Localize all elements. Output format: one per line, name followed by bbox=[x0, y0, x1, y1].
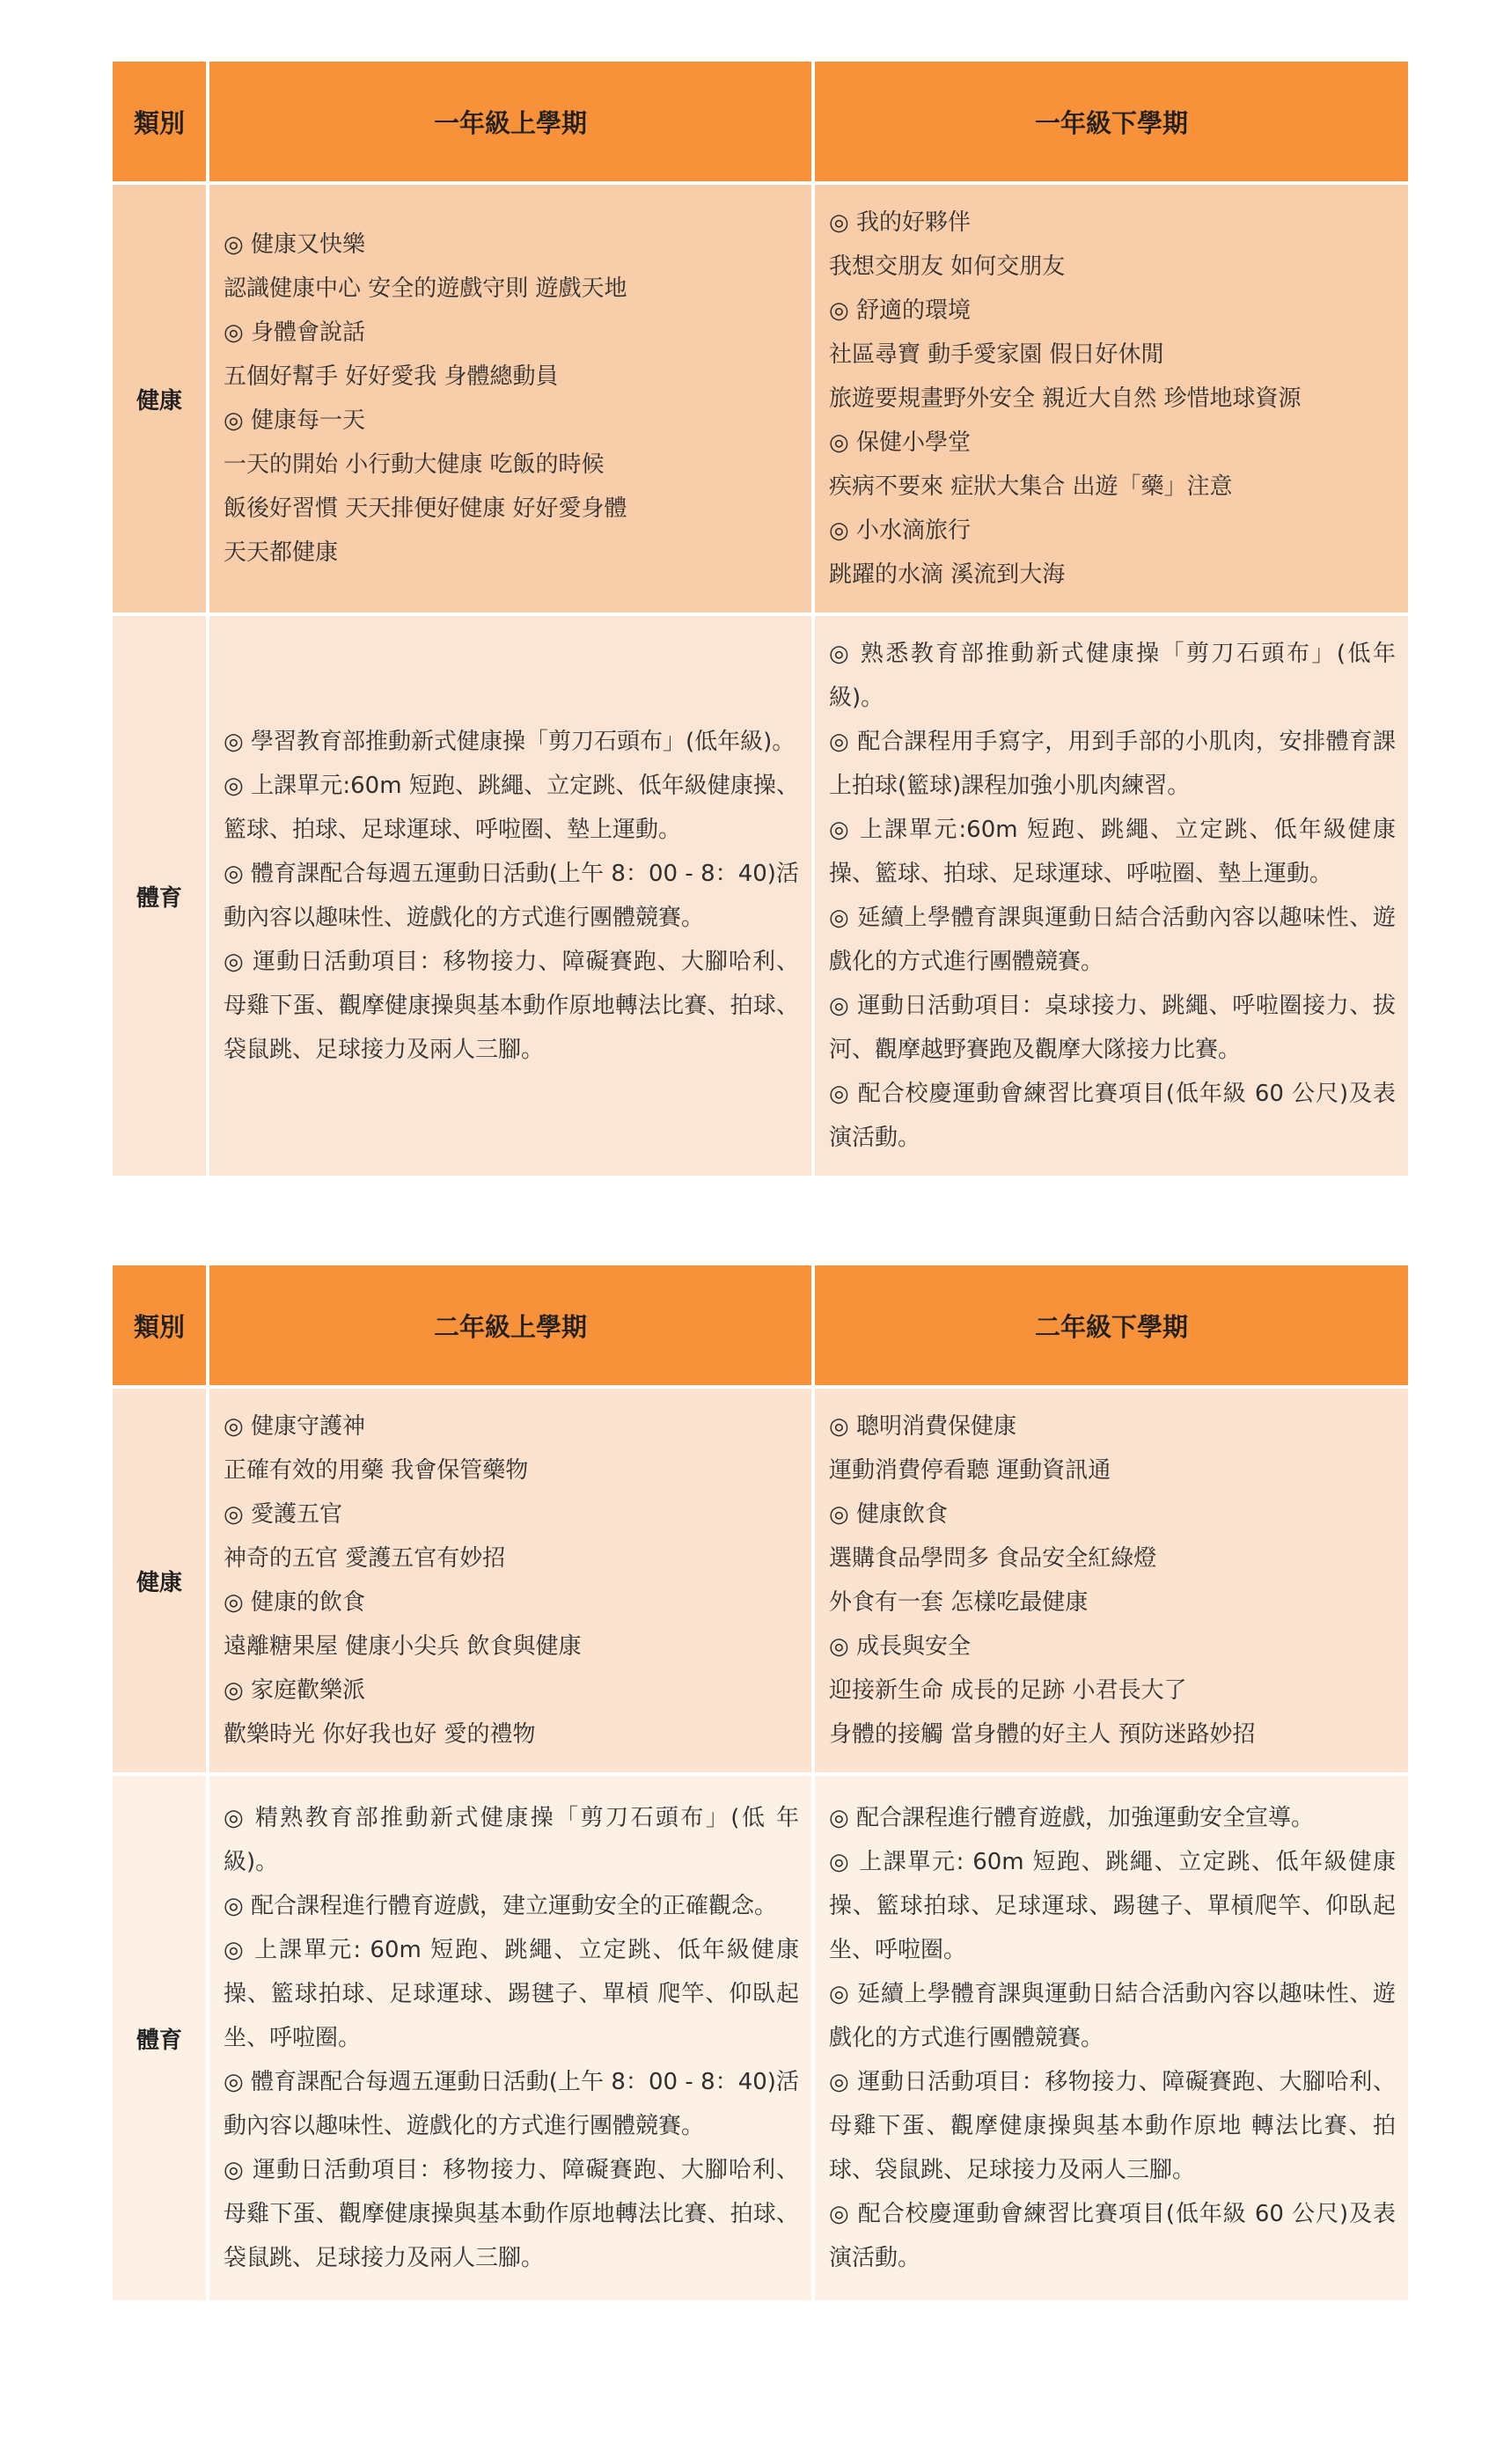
content-line: 我想交朋友 如何交朋友 bbox=[829, 253, 1066, 280]
content-line: ◎ 聰明消費保健康 bbox=[829, 1413, 1016, 1440]
content-line: ◎ 上課單元: 60m 短跑、跳繩、立定跳、低年級健康操、籃球拍球、足球運球、踢毽子、單槓爬竿、仰臥起坐、呼啦圈。 bbox=[829, 1849, 1396, 1963]
content-line: ◎ 配合課程進行體育遊戲，建立運動安全的正確觀念。 bbox=[224, 1893, 777, 1919]
content-line: 迎接新生命 成長的足跡 小君長大了 bbox=[829, 1677, 1187, 1704]
content-line: ◎ 愛護五官 bbox=[224, 1501, 342, 1528]
content-line: 神奇的五官 愛護五官有妙招 bbox=[224, 1545, 506, 1572]
content-line: ◎ 保健小學堂 bbox=[829, 429, 971, 456]
content-line: ◎ 運動日活動項目：移物接力、障礙賽跑、大腳哈利、母雞下蛋、觀摩健康操與基本動作原地轉法比賽、拍球、袋鼠跳、足球接力及兩人三腳。 bbox=[224, 949, 799, 1063]
content-line: ◎ 上課單元: 60m 短跑、跳繩、立定跳、低年級健康操、籃球拍球、足球運球、踢毽子、單槓 爬竿、仰臥起坐、呼啦圈。 bbox=[224, 1937, 799, 2051]
content-line: 社區尋寶 動手愛家園 假日好休閒 bbox=[829, 341, 1164, 368]
pe-grade2-sem1 bbox=[208, 1774, 813, 2302]
content-line: 認識健康中心 安全的遊戲守則 遊戲天地 bbox=[224, 275, 627, 302]
content-line: 疾病不要來 症狀大集合 出遊「藥」注意 bbox=[829, 473, 1233, 500]
content-line: ◎ 小水滴旅行 bbox=[829, 517, 971, 544]
content-line: 歡樂時光 你好我也好 愛的禮物 bbox=[224, 1721, 536, 1748]
row-label-health: 健康 bbox=[111, 183, 208, 614]
content-line: 跳躍的水滴 溪流到大海 bbox=[829, 561, 1066, 588]
content-line: ◎ 運動日活動項目：桌球接力、跳繩、呼啦圈接力、拔河、觀摩越野賽跑及觀摩大隊接力比賽。 bbox=[829, 993, 1396, 1063]
content-line: 旅遊要規畫野外安全 親近大自然 珍惜地球資源 bbox=[829, 385, 1302, 412]
curriculum-table-grade1 bbox=[109, 58, 1412, 1179]
content-line: ◎ 配合課程進行體育遊戲，加強運動安全宣導。 bbox=[829, 1805, 1314, 1831]
content-line: ◎ 體育課配合每週五運動日活動(上午 8：00 - 8：40)活動內容以趣味性、遊戲化的方式進行團體競賽。 bbox=[224, 2069, 799, 2139]
content-line: ◎ 健康守護神 bbox=[224, 1413, 365, 1440]
content-line: ◎ 配合校慶運動會練習比賽項目(低年級 60 公尺)及表演活動。 bbox=[829, 1081, 1396, 1151]
health-grade2-sem1 bbox=[208, 1387, 813, 1774]
content-line: 選購食品學問多 食品安全紅綠燈 bbox=[829, 1545, 1157, 1572]
pe-grade2-sem2 bbox=[813, 1774, 1410, 2302]
content-line: ◎ 家庭歡樂派 bbox=[224, 1677, 365, 1704]
row-label-health: 健康 bbox=[111, 1387, 208, 1774]
header-grade1-semester1: 一年級上學期 bbox=[208, 60, 813, 183]
content-line: ◎ 健康飲食 bbox=[829, 1501, 948, 1528]
content-line: 五個好幫手 好好愛我 身體總動員 bbox=[224, 363, 559, 390]
curriculum-table-grade2 bbox=[109, 1262, 1412, 2304]
content-line: ◎ 舒適的環境 bbox=[829, 297, 971, 324]
content-line: ◎ 健康每一天 bbox=[224, 407, 365, 434]
content-line: ◎ 健康又快樂 bbox=[224, 231, 365, 258]
content-line: ◎ 我的好夥伴 bbox=[829, 209, 971, 236]
header-grade1-semester2: 一年級下學期 bbox=[813, 60, 1410, 183]
header-grade2-semester1: 二年級上學期 bbox=[208, 1264, 813, 1387]
header-category: 類別 bbox=[111, 1264, 208, 1387]
row-label-pe: 體育 bbox=[111, 1774, 208, 2302]
health-grade1-sem1 bbox=[208, 183, 813, 614]
content-line: ◎ 身體會說話 bbox=[224, 319, 365, 346]
content-line: 飯後好習慣 天天排便好健康 好好愛身體 bbox=[224, 495, 627, 522]
content-line: ◎ 延續上學體育課與運動日結合活動內容以趣味性、遊戲化的方式進行團體競賽。 bbox=[829, 1981, 1396, 2051]
health-grade1-sem2 bbox=[813, 183, 1410, 614]
content-line: 身體的接觸 當身體的好主人 預防迷路妙招 bbox=[829, 1721, 1256, 1748]
content-line: ◎ 健康的飲食 bbox=[224, 1589, 365, 1616]
content-line: ◎ 延續上學體育課與運動日結合活動內容以趣味性、遊戲化的方式進行團體競賽。 bbox=[829, 905, 1396, 975]
content-line: ◎ 精熟教育部推動新式健康操「剪刀石頭布」(低 年級)。 bbox=[224, 1805, 799, 1875]
content-line: ◎ 運動日活動項目：移物接力、障礙賽跑、大腳哈利、母雞下蛋、觀摩健康操與基本動作原地轉法比賽、拍球、袋鼠跳、足球接力及兩人三腳。 bbox=[224, 2157, 799, 2271]
content-line: ◎ 運動日活動項目：移物接力、障礙賽跑、大腳哈利、母雞下蛋、觀摩健康操與基本動作原地 轉法比賽、拍球、袋鼠跳、足球接力及兩人三腳。 bbox=[829, 2069, 1396, 2183]
content-line: ◎ 配合校慶運動會練習比賽項目(低年級 60 公尺)及表演活動。 bbox=[829, 2201, 1396, 2271]
content-line: 運動消費停看聽 運動資訊通 bbox=[829, 1457, 1111, 1484]
content-line: ◎ 上課單元:60m 短跑、跳繩、立定跳、低年級健康操、籃球、拍球、足球運球、呼啦圈、墊上運動。 bbox=[224, 773, 799, 843]
health-grade2-sem2 bbox=[813, 1387, 1410, 1774]
content-line: 外食有一套 怎樣吃最健康 bbox=[829, 1589, 1089, 1616]
content-line: 正確有效的用藥 我會保管藥物 bbox=[224, 1457, 529, 1484]
content-line: 天天都健康 bbox=[224, 539, 339, 566]
content-line: ◎ 熟悉教育部推動新式健康操「剪刀石頭布」(低年級)。 bbox=[829, 641, 1396, 711]
content-line: ◎ 配合課程用手寫字，用到手部的小肌肉，安排體育課上拍球(籃球)課程加強小肌肉練習。 bbox=[829, 729, 1396, 799]
content-line: ◎ 成長與安全 bbox=[829, 1633, 971, 1660]
pe-grade1-sem1 bbox=[208, 614, 813, 1177]
content-line: ◎ 體育課配合每週五運動日活動(上午 8：00 - 8：40)活動內容以趣味性、遊戲化的方式進行團體競賽。 bbox=[224, 861, 799, 931]
header-category: 類別 bbox=[111, 60, 208, 183]
content-line: ◎ 上課單元:60m 短跑、跳繩、立定跳、低年級健康操、籃球、拍球、足球運球、呼啦圈、墊上運動。 bbox=[829, 817, 1396, 887]
content-line: 一天的開始 小行動大健康 吃飯的時候 bbox=[224, 451, 605, 478]
row-label-pe: 體育 bbox=[111, 614, 208, 1177]
content-line: 遠離糖果屋 健康小尖兵 飲食與健康 bbox=[224, 1633, 582, 1660]
header-grade2-semester2: 二年級下學期 bbox=[813, 1264, 1410, 1387]
pe-grade1-sem2 bbox=[813, 614, 1410, 1177]
content-line: ◎ 學習教育部推動新式健康操「剪刀石頭布」(低年級)。 bbox=[224, 729, 796, 755]
